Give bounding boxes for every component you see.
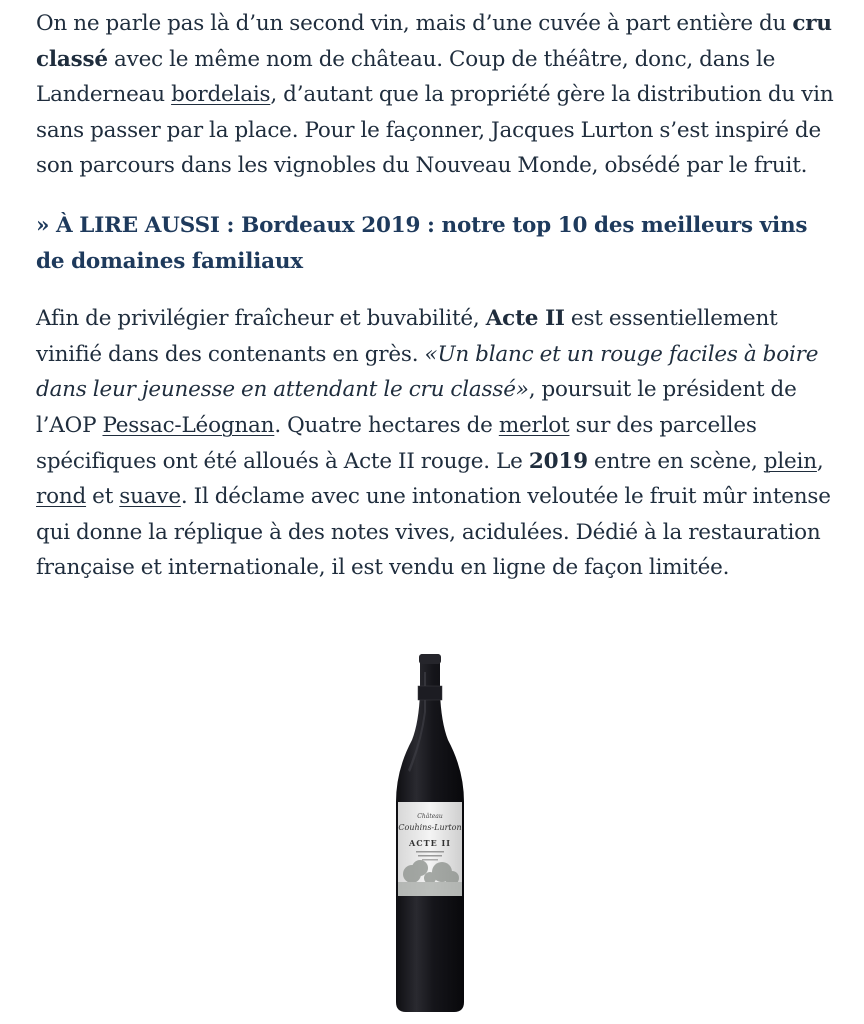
read-also-link[interactable]: Bordeaux 2019 : notre top 10 des meilleurs vins de domaines familiaux [36, 212, 808, 274]
link-pessac-leognan[interactable]: Pessac-Léognan [102, 412, 275, 438]
link-suave[interactable]: suave [119, 484, 181, 510]
label-fine-print [416, 851, 444, 853]
link-bordelais[interactable]: bordelais [171, 82, 271, 108]
read-also-prefix: » À LIRE AUSSI : [36, 212, 242, 238]
neck-label [418, 686, 442, 700]
link-plein[interactable]: plein [763, 448, 817, 474]
bold-text: 2019 [528, 448, 588, 474]
text-segment: On ne parle pas là d’un second vin, mais d’une cuvée à part entière du [36, 11, 793, 36]
text-segment: , [816, 448, 824, 474]
article-body [36, 6, 836, 586]
read-also-block [36, 208, 836, 279]
label-fine-print [418, 855, 442, 857]
wine-bottle-image [360, 652, 500, 1016]
link-rond[interactable]: rond [36, 484, 87, 510]
quote-text: «Un blanc et un rouge faciles à boire dans leur jeunesse en attendant le cru classé» [36, 341, 819, 403]
wine-bottle-illustration [360, 652, 500, 1016]
article-paragraph [36, 301, 836, 586]
label-line-2: Couhins-Lurton [398, 823, 462, 832]
article-paragraph [36, 6, 836, 184]
bottle-capsule [419, 654, 441, 664]
link-merlot[interactable]: merlot [498, 412, 570, 438]
bold-text: Acte II [485, 306, 565, 332]
text-segment: sur des parcelles spécifiques ont été alloués à Acte II rouge. Le [36, 412, 757, 474]
text-segment: Afin de privilégier fraîcheur et buvabilité, [36, 306, 486, 332]
label-fine-print [422, 859, 438, 861]
text-segment: . Il déclame avec une intonation veloutée le fruit mûr intense qui donne la réplique à des notes vives, acidulées. Dédié à la restauration française et internationale, il est vendu en ligne de façon limitée. [36, 484, 831, 581]
label-line-3: ACTE II [409, 838, 451, 848]
text-segment: , d’autant que la propriété gère la distribution du vin sans passer par la place. Pour le façonner, Jacques Lurton s’est inspiré de son parcours dans les vignobles du Nouveau Monde, obsédé par le fruit. [36, 82, 834, 179]
text-segment: est essentiellement vinifié dans des contenants en grès. [36, 306, 778, 367]
text-segment: , poursuit le président de l’AOP [36, 377, 797, 438]
label-line-1: Château [417, 813, 443, 820]
text-segment: entre en scène, [587, 448, 764, 474]
bold-text: cru classé [36, 11, 832, 72]
text-segment: avec le même nom de château. Coup de théâtre, donc, dans le Landerneau [36, 46, 776, 108]
text-segment: et [86, 484, 120, 510]
text-segment: . Quatre hectares de [274, 412, 499, 438]
